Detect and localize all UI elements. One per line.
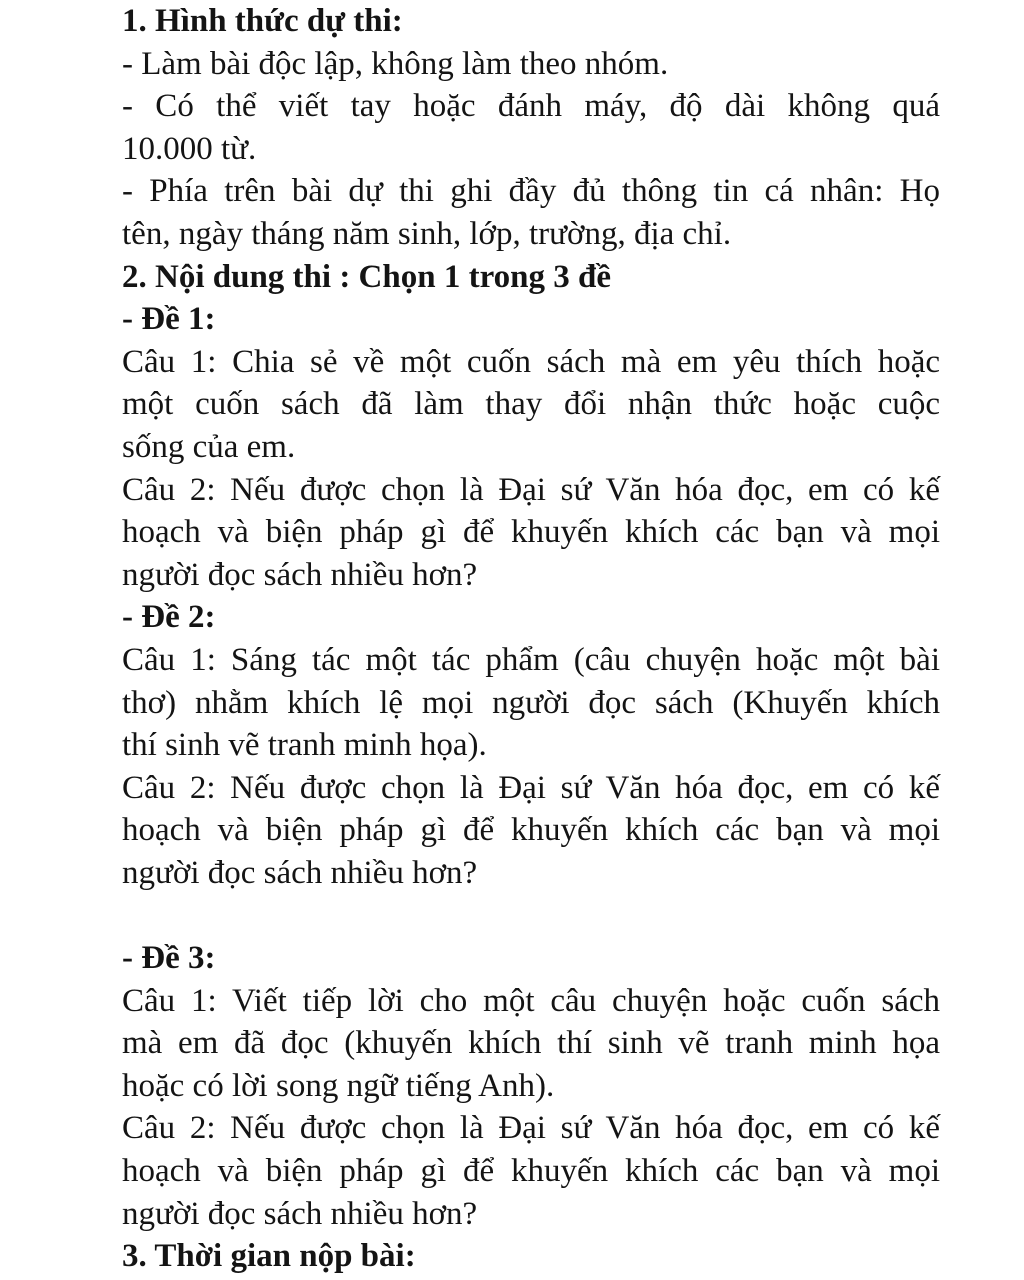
topic-1-q2-line-2: hoạch và biện pháp gì để khuyến khích các bạn và mọi: [122, 514, 940, 551]
topic-1-label: - Đề 1:: [122, 301, 216, 338]
topic-3-q1-line-2: mà em đã đọc (khuyến khích thí sinh vẽ tranh minh họa: [122, 1025, 940, 1062]
rule-independent: - Làm bài độc lập, không làm theo nhóm.: [122, 45, 669, 82]
rule-info-line-2: tên, ngày tháng năm sinh, lớp, trường, địa chỉ.: [122, 215, 732, 252]
rule-length-line-2: 10.000 từ.: [122, 130, 257, 167]
topic-2-q1-line-2: thơ) nhằm khích lệ mọi người đọc sách (Khuyến khích: [122, 684, 940, 721]
blank-line: [122, 894, 940, 937]
section-1-heading: 1. Hình thức dự thi:: [122, 3, 403, 39]
topic-3-q1-line-1: Câu 1: Viết tiếp lời cho một câu chuyện hoặc cuốn sách: [122, 982, 940, 1019]
topic-2-q2-line-3: người đọc sách nhiều hơn?: [122, 854, 478, 891]
topic-3-q2-line-3: người đọc sách nhiều hơn?: [122, 1195, 478, 1232]
topic-2-q2-line-2: hoạch và biện pháp gì để khuyến khích các bạn và mọi: [122, 812, 940, 849]
topic-3-q1-line-3: hoặc có lời song ngữ tiếng Anh).: [122, 1067, 555, 1104]
section-3-heading: 3. Thời gian nộp bài:: [122, 1238, 416, 1275]
topic-1-q1-line-1: Câu 1: Chia sẻ về một cuốn sách mà em yêu thích hoặc: [122, 343, 940, 380]
rule-length-line-1: - Có thể viết tay hoặc đánh máy, độ dài không quá: [122, 88, 940, 125]
topic-1-q1-line-3: sống của em.: [122, 428, 296, 465]
rule-info-line-1: - Phía trên bài dự thi ghi đầy đủ thông tin cá nhân: Họ: [122, 173, 940, 210]
topic-3-q2-line-2: hoạch và biện pháp gì để khuyến khích các bạn và mọi: [122, 1153, 940, 1190]
section-2-heading: 2. Nội dung thi : Chọn 1 trong 3 đề: [122, 258, 611, 295]
topic-2-q1-line-1: Câu 1: Sáng tác một tác phẩm (câu chuyện hoặc một bài: [122, 641, 940, 678]
topic-3-label: - Đề 3:: [122, 940, 216, 977]
topic-2-q1-line-3: thí sinh vẽ tranh minh họa).: [122, 727, 487, 764]
topic-3-q2-line-1: Câu 2: Nếu được chọn là Đại sứ Văn hóa đọc, em có kế: [122, 1110, 940, 1147]
topic-2-q2-line-1: Câu 2: Nếu được chọn là Đại sứ Văn hóa đọc, em có kế: [122, 769, 940, 806]
topic-1-q2-line-1: Câu 2: Nếu được chọn là Đại sứ Văn hóa đọc, em có kế: [122, 471, 940, 508]
topic-1-q2-line-3: người đọc sách nhiều hơn?: [122, 556, 478, 593]
topic-2-label: - Đề 2:: [122, 599, 216, 636]
document-page: [122, 0, 940, 1278]
topic-1-q1-line-2: một cuốn sách đã làm thay đổi nhận thức hoặc cuộc: [122, 386, 940, 423]
